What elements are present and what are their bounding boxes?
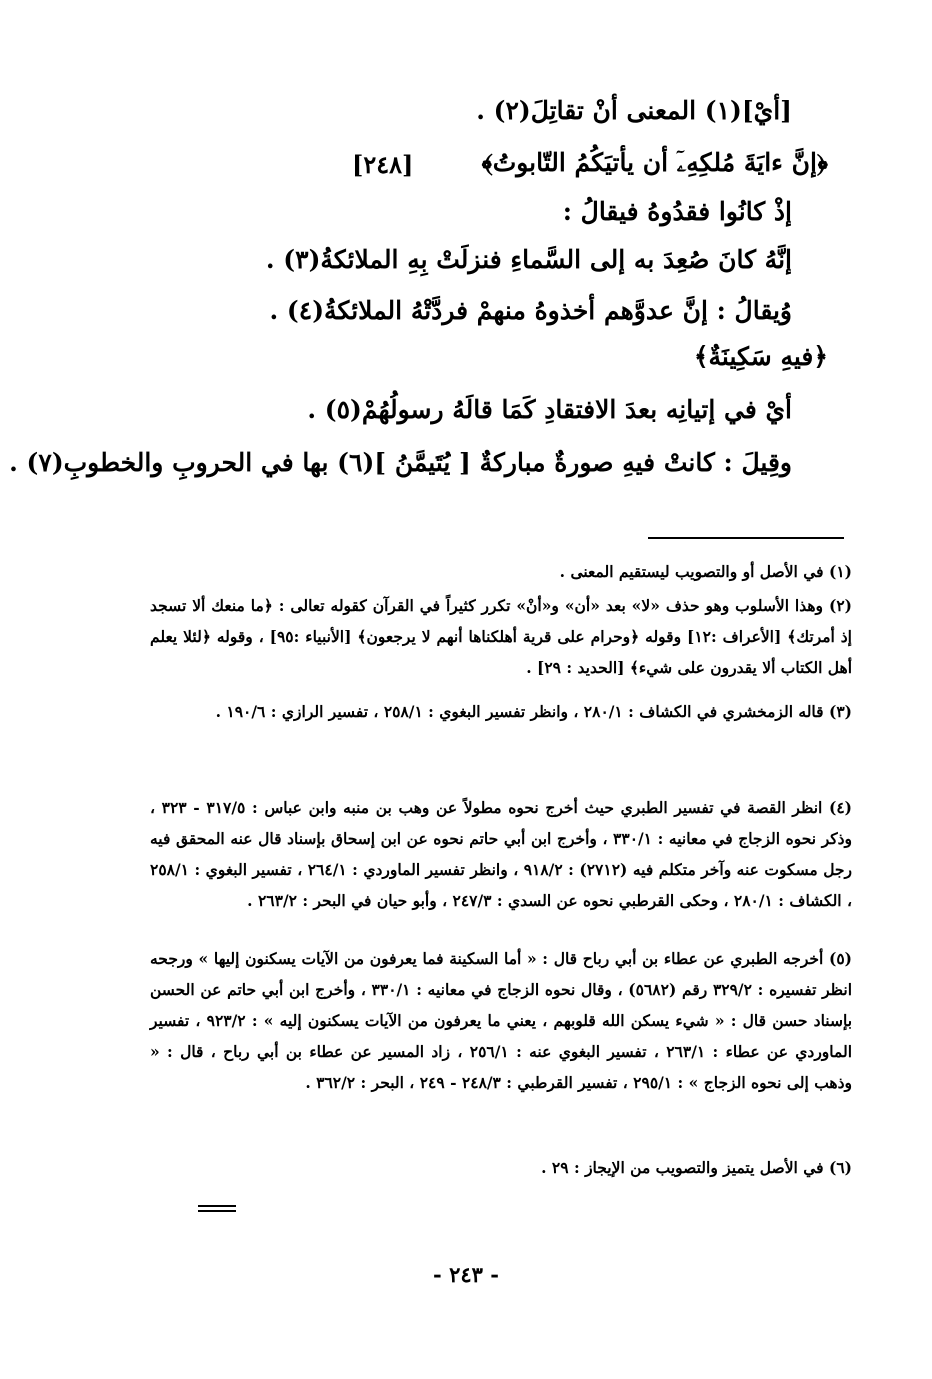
end-rule-top [198, 1205, 236, 1207]
footnote-number: (٤) [828, 798, 852, 817]
main-line-7: أيْ في إتيانِه بعدَ الافتقادِ كَمَا قالَهُ رسولُهُمْ(٥) . [307, 395, 792, 424]
main-line-8: وقِيلَ : كانتْ فيهِ صورةٌ مباركةٌ [ يُتَيمَّنُ ](٦) بها في الحروبِ والخطوبِ(٧) . [9, 448, 792, 477]
footnote-1 [150, 556, 852, 587]
footnote-text: في الأصل أو والتصويب ليستقيم المعنى . [559, 562, 824, 581]
end-rule-bottom [198, 1210, 236, 1212]
quran-verse-2: ﴿فيهِ سَكِينَةٌ﴾ [693, 342, 828, 371]
quran-verse-1: ﴿إنَّ ءايَةَ مُلكِهِۦٓ أن يأتيَكُمُ التّابوتُ﴾ [481, 148, 828, 177]
footnote-number: (٦) [828, 1158, 852, 1177]
footnote-number: (٥) [828, 949, 852, 968]
footnote-text: وهذا الأسلوب وهو حذف «لا» بعد «أن» و«أنْ» تكرر كثيراً في القرآن كقوله تعالى : ﴿ما منعك ألا تسجد إذ أمرتك﴾ [الأعراف :١٢] وقوله ﴿وحرام على قرية أهلكناها أنهم لا يرجعون﴾ [الأنبياء :٩٥] ، وقوله ﴿لئلا يعلم أهل الكتاب ألا يقدرون على شيء﴾ [الحديد : ٢٩] . [150, 596, 852, 677]
main-line-5: وُيقالُ : إنَّ عدوَّهم أخذوهُ منهمْ فردَّتْهُ الملائكةُ(٤) . [269, 296, 792, 325]
footnote-number: (٣) [828, 702, 852, 721]
footnote-5 [150, 943, 852, 1098]
verse-number: [٢٤٨] [352, 150, 414, 179]
main-line-3: إذْ كانُوا فقدُوهُ فيقالُ : [562, 197, 792, 226]
footnote-text: في الأصل يتميز والتصويب من الإيجاز : ٢٩ . [541, 1158, 824, 1177]
footnote-text: انظر القصة في تفسير الطبري حيث أخرج نحوه مطولاً عن وهب بن منبه وابن عباس : ٣١٧/٥ - ٣٢٣ ، وذكر نحوه الزجاج في معانيه : ٣٣٠/١ ، وأخرج ابن أبي حاتم نحوه عن ابن إسحاق بإسناد قال عنه المحقق فيه رجل مسكوت عنه وآخر متكلم فيه (٢٧١٢) : ٩١٨/٢ ، وانظر تفسير الماوردي : ٢٦٤/١ ، تفسير البغوي : ٢٥٨/١ ، الكشاف : ٢٨٠/١ ، وحكى القرطبي نحوه عن السدي : ٢٤٧/٣ ، وأبو حيان في البحر : ٢٦٣/٢ . [150, 798, 853, 910]
main-line-1: [أيْ](١) المعنى أنْ تقاتِلَ(٢) . [476, 96, 792, 125]
footnote-text: أخرجه الطبري عن عطاء بن أبي رباح قال : « أما السكينة فما يعرفون من الآيات يسكنون إليها » ورجحه انظر تفسيره : ٣٢٩/٢ رقم (٥٦٨٢) ، وقال نحوه الزجاج في معانيه : ٣٣٠/١ ، وأخرج ابن أبي حاتم عن الحسن بإسناد حسن قال : « شيء يسكن الله قلوبهم ، يعني ما يعرفون من الآيات يسكنون إليه » : ٩٢٣/٢ ، تفسير الماوردي عن عطاء : ٢٦٣/١ ، تفسير البغوي عنه : ٢٥٦/١ ، زاد المسير عن عطاء بن أبي رباح ، قال : « وذهب إلى نحوه الزجاج » : ٢٩٥/١ ، تفسير القرطبي : ٢٤٨/٣ - ٢٤٩ ، البحر : ٣٦٢/٢ . [150, 949, 853, 1092]
main-line-4: إنَّهُ كانَ صُعِدَ به إلى السَّماءِ فنزلَتْ بِهِ الملائكةُ(٣) . [265, 245, 792, 274]
footnote-4 [150, 792, 852, 916]
footnote-number: (٢) [828, 596, 852, 615]
page-number: - ٢٤٣ - [433, 1262, 499, 1287]
footnote-2 [150, 590, 852, 683]
footnote-3 [150, 696, 852, 727]
footnote-separator [648, 537, 844, 539]
footnote-6 [150, 1152, 852, 1183]
footnote-text: قاله الزمخشري في الكشاف : ٢٨٠/١ ، وانظر تفسير البغوي : ٢٥٨/١ ، تفسير الرازي : ١٩٠/٦ . [215, 702, 824, 721]
footnote-number: (١) [828, 562, 852, 581]
